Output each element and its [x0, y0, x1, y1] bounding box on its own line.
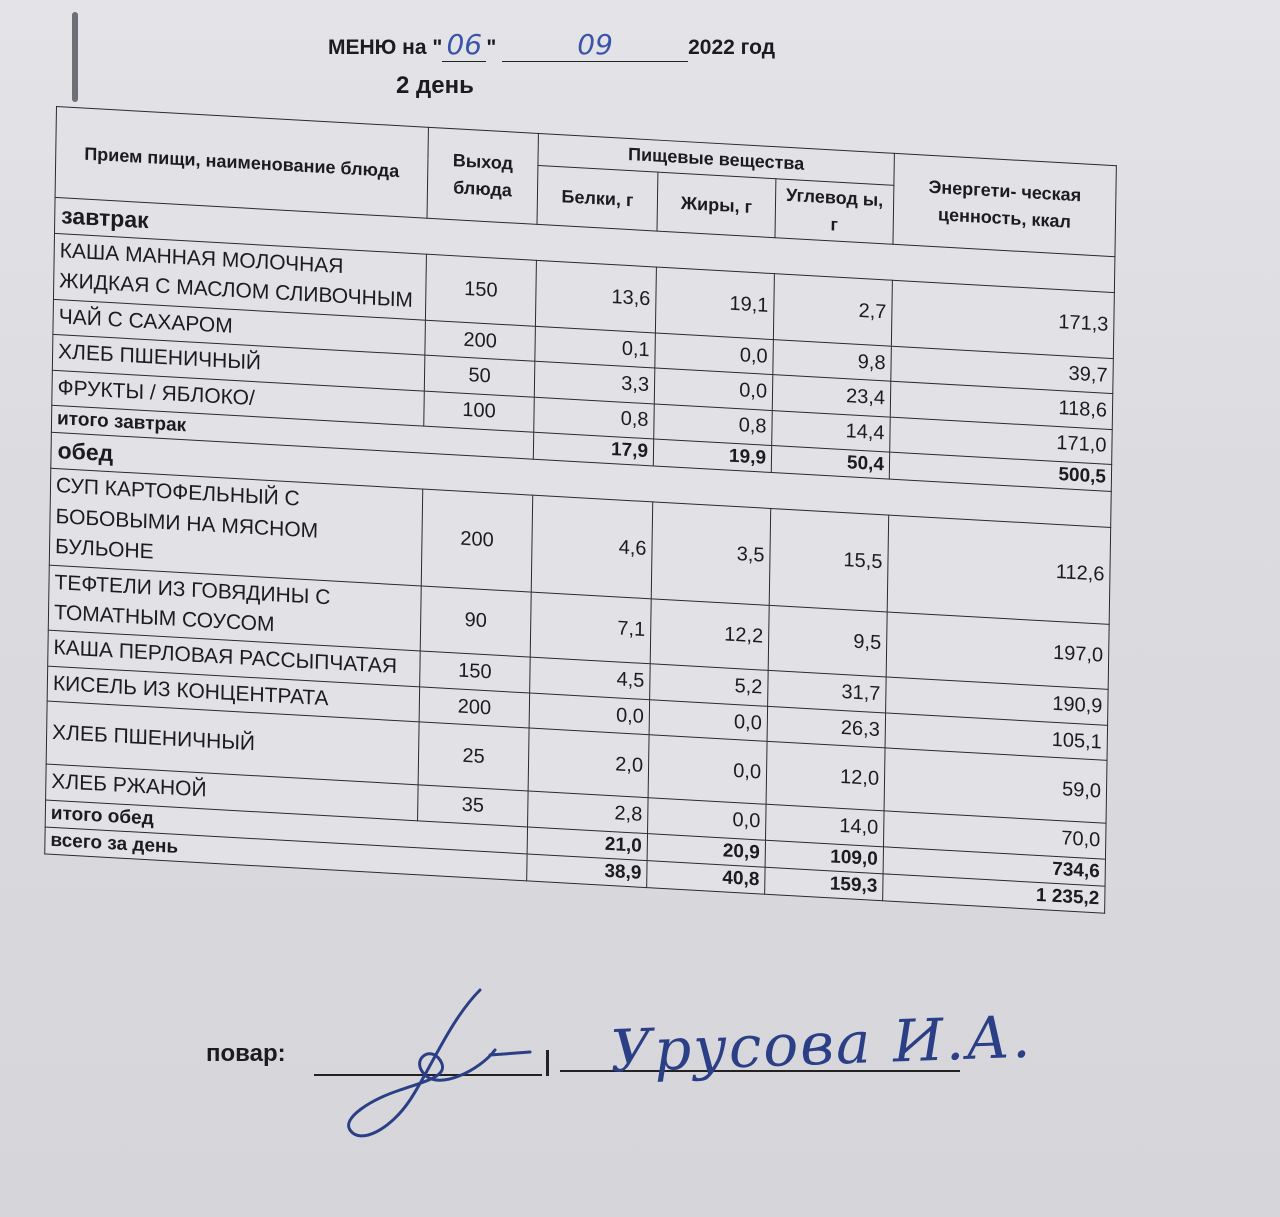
total-energy: 500,5	[889, 452, 1111, 491]
dish-fat: 5,2	[650, 664, 769, 706]
dish-output: 150	[425, 254, 536, 326]
dish-protein: 4,6	[531, 495, 652, 598]
dish-energy: 197,0	[886, 611, 1109, 689]
dish-fat: 0,0	[648, 735, 767, 805]
title-day: 06	[442, 28, 486, 62]
dish-carbs: 9,8	[773, 339, 892, 381]
col-protein-header: Белки, г	[537, 165, 658, 231]
total-carbs: 50,4	[771, 446, 889, 480]
dish-carbs: 15,5	[769, 509, 888, 612]
dish-energy: 118,6	[890, 381, 1113, 429]
dish-name: КАША МАННАЯ МОЛОЧНАЯ ЖИДКАЯ С МАСЛОМ СЛИВОЧНЫМ	[53, 233, 426, 320]
menu-title	[328, 28, 888, 62]
cook-label: повар:	[206, 1040, 286, 1067]
section-title: завтрак	[54, 197, 1114, 292]
title-quote: "	[486, 36, 497, 59]
dish-fat: 0,0	[648, 798, 767, 840]
title-year: 2022 год	[688, 36, 776, 59]
dish-carbs: 23,4	[772, 375, 891, 417]
title-month: 09	[502, 28, 688, 62]
dish-energy: 59,0	[884, 748, 1107, 823]
dish-name: ЧАЙ С САХАРОМ	[53, 299, 426, 355]
dish-name: ФРУКТЫ / ЯБЛОКО/	[52, 370, 425, 426]
dish-protein: 2,0	[528, 728, 649, 798]
signature-dash	[490, 1052, 530, 1055]
dish-energy: 171,0	[890, 417, 1113, 465]
dish-energy: 112,6	[887, 515, 1110, 624]
dish-energy: 190,9	[886, 677, 1109, 725]
dish-name: ТЕФТЕЛИ ИЗ ГОВЯДИНЫ С ТОМАТНЫМ СОУСОМ	[48, 565, 421, 652]
dish-output: 100	[424, 391, 535, 433]
dish-energy: 171,3	[891, 280, 1114, 358]
dish-carbs: 31,7	[768, 671, 887, 713]
dish-fat: 3,5	[651, 502, 770, 605]
dish-name: СУП КАРТОФЕЛЬНЫЙ С БОБОВЫМИ НА МЯСНОМ БУЛЬОНЕ	[49, 468, 422, 585]
signature-stroke	[349, 990, 495, 1136]
dish-output: 35	[418, 785, 529, 827]
dish-carbs: 14,4	[772, 410, 891, 452]
total-fat: 19,9	[653, 439, 771, 473]
total-carbs: 109,0	[765, 840, 883, 874]
dish-output: 90	[420, 585, 531, 657]
dish-output: 150	[420, 651, 531, 693]
dish-protein: 3,3	[534, 362, 655, 404]
dish-energy: 105,1	[885, 713, 1108, 761]
signature-mark	[330, 980, 560, 1160]
total-protein: 17,9	[533, 432, 653, 466]
day-total-protein: 38,9	[527, 854, 647, 888]
dish-fat: 0,0	[649, 700, 768, 742]
dish-name: КИСЕЛЬ ИЗ КОНЦЕНТРАТА	[47, 666, 420, 722]
dish-carbs: 12,0	[766, 742, 885, 812]
total-fat: 20,9	[647, 833, 765, 867]
dish-carbs: 14,0	[766, 805, 885, 847]
dish-carbs: 9,5	[768, 605, 887, 677]
dish-energy: 39,7	[891, 346, 1114, 394]
title-prefix: МЕНЮ на "	[328, 36, 443, 59]
dish-protein: 2,8	[528, 791, 649, 833]
dish-carbs: 2,7	[773, 274, 892, 346]
col-output-header: Выход блюда	[427, 127, 538, 224]
col-fat-header: Жиры, г	[657, 172, 776, 238]
dish-name: ХЛЕБ ПШЕНИЧНЫЙ	[46, 701, 419, 785]
dish-protein: 0,1	[535, 326, 656, 368]
dish-fat: 0,0	[655, 333, 774, 375]
total-label: итого обед	[45, 800, 527, 854]
day-total-energy: 1 235,2	[883, 873, 1105, 912]
day-total-fat: 40,8	[647, 860, 765, 894]
total-energy: 734,6	[883, 847, 1105, 886]
dish-protein: 4,5	[530, 657, 651, 699]
col-name-header: Прием пищи, наименование блюда	[55, 107, 428, 219]
col-carbs-header: Углевод ы, г	[775, 179, 894, 245]
dish-fat: 0,0	[654, 368, 773, 410]
dish-protein: 0,0	[529, 693, 650, 735]
day-total-label: всего за день	[45, 827, 527, 881]
day-total-carbs: 159,3	[765, 867, 883, 901]
dish-fat: 19,1	[655, 267, 774, 339]
dish-name: КАША ПЕРЛОВАЯ РАССЫПЧАТАЯ	[48, 631, 421, 687]
total-label: итого завтрак	[51, 405, 533, 459]
signature-name: Урусова И.А.	[608, 1002, 1034, 1086]
dish-output: 200	[425, 320, 536, 362]
dish-protein: 7,1	[530, 592, 651, 665]
dish-fat: 0,8	[654, 404, 773, 446]
dish-fat: 12,2	[650, 598, 769, 670]
day-label: 2 день	[396, 72, 474, 99]
col-nutrients-header: Пищевые вещества	[538, 133, 894, 185]
dish-protein: 13,6	[535, 260, 656, 333]
dish-output: 200	[421, 489, 532, 591]
dish-energy: 70,0	[883, 811, 1106, 859]
dish-name: ХЛЕБ ПШЕНИЧНЫЙ	[52, 335, 425, 391]
dish-output: 25	[418, 722, 529, 791]
menu-table	[44, 106, 1117, 913]
dish-protein: 0,8	[534, 397, 655, 439]
dish-name: ХЛЕБ РЖАНОЙ	[46, 764, 419, 820]
section-title: обед	[51, 432, 1111, 527]
col-energy-header: Энергети- ческая ценность, ккал	[893, 153, 1116, 256]
dish-output: 50	[424, 355, 535, 397]
page-edge-mark	[72, 12, 78, 102]
total-protein: 21,0	[527, 827, 647, 861]
dish-output: 200	[419, 687, 530, 729]
dish-carbs: 26,3	[767, 706, 886, 748]
